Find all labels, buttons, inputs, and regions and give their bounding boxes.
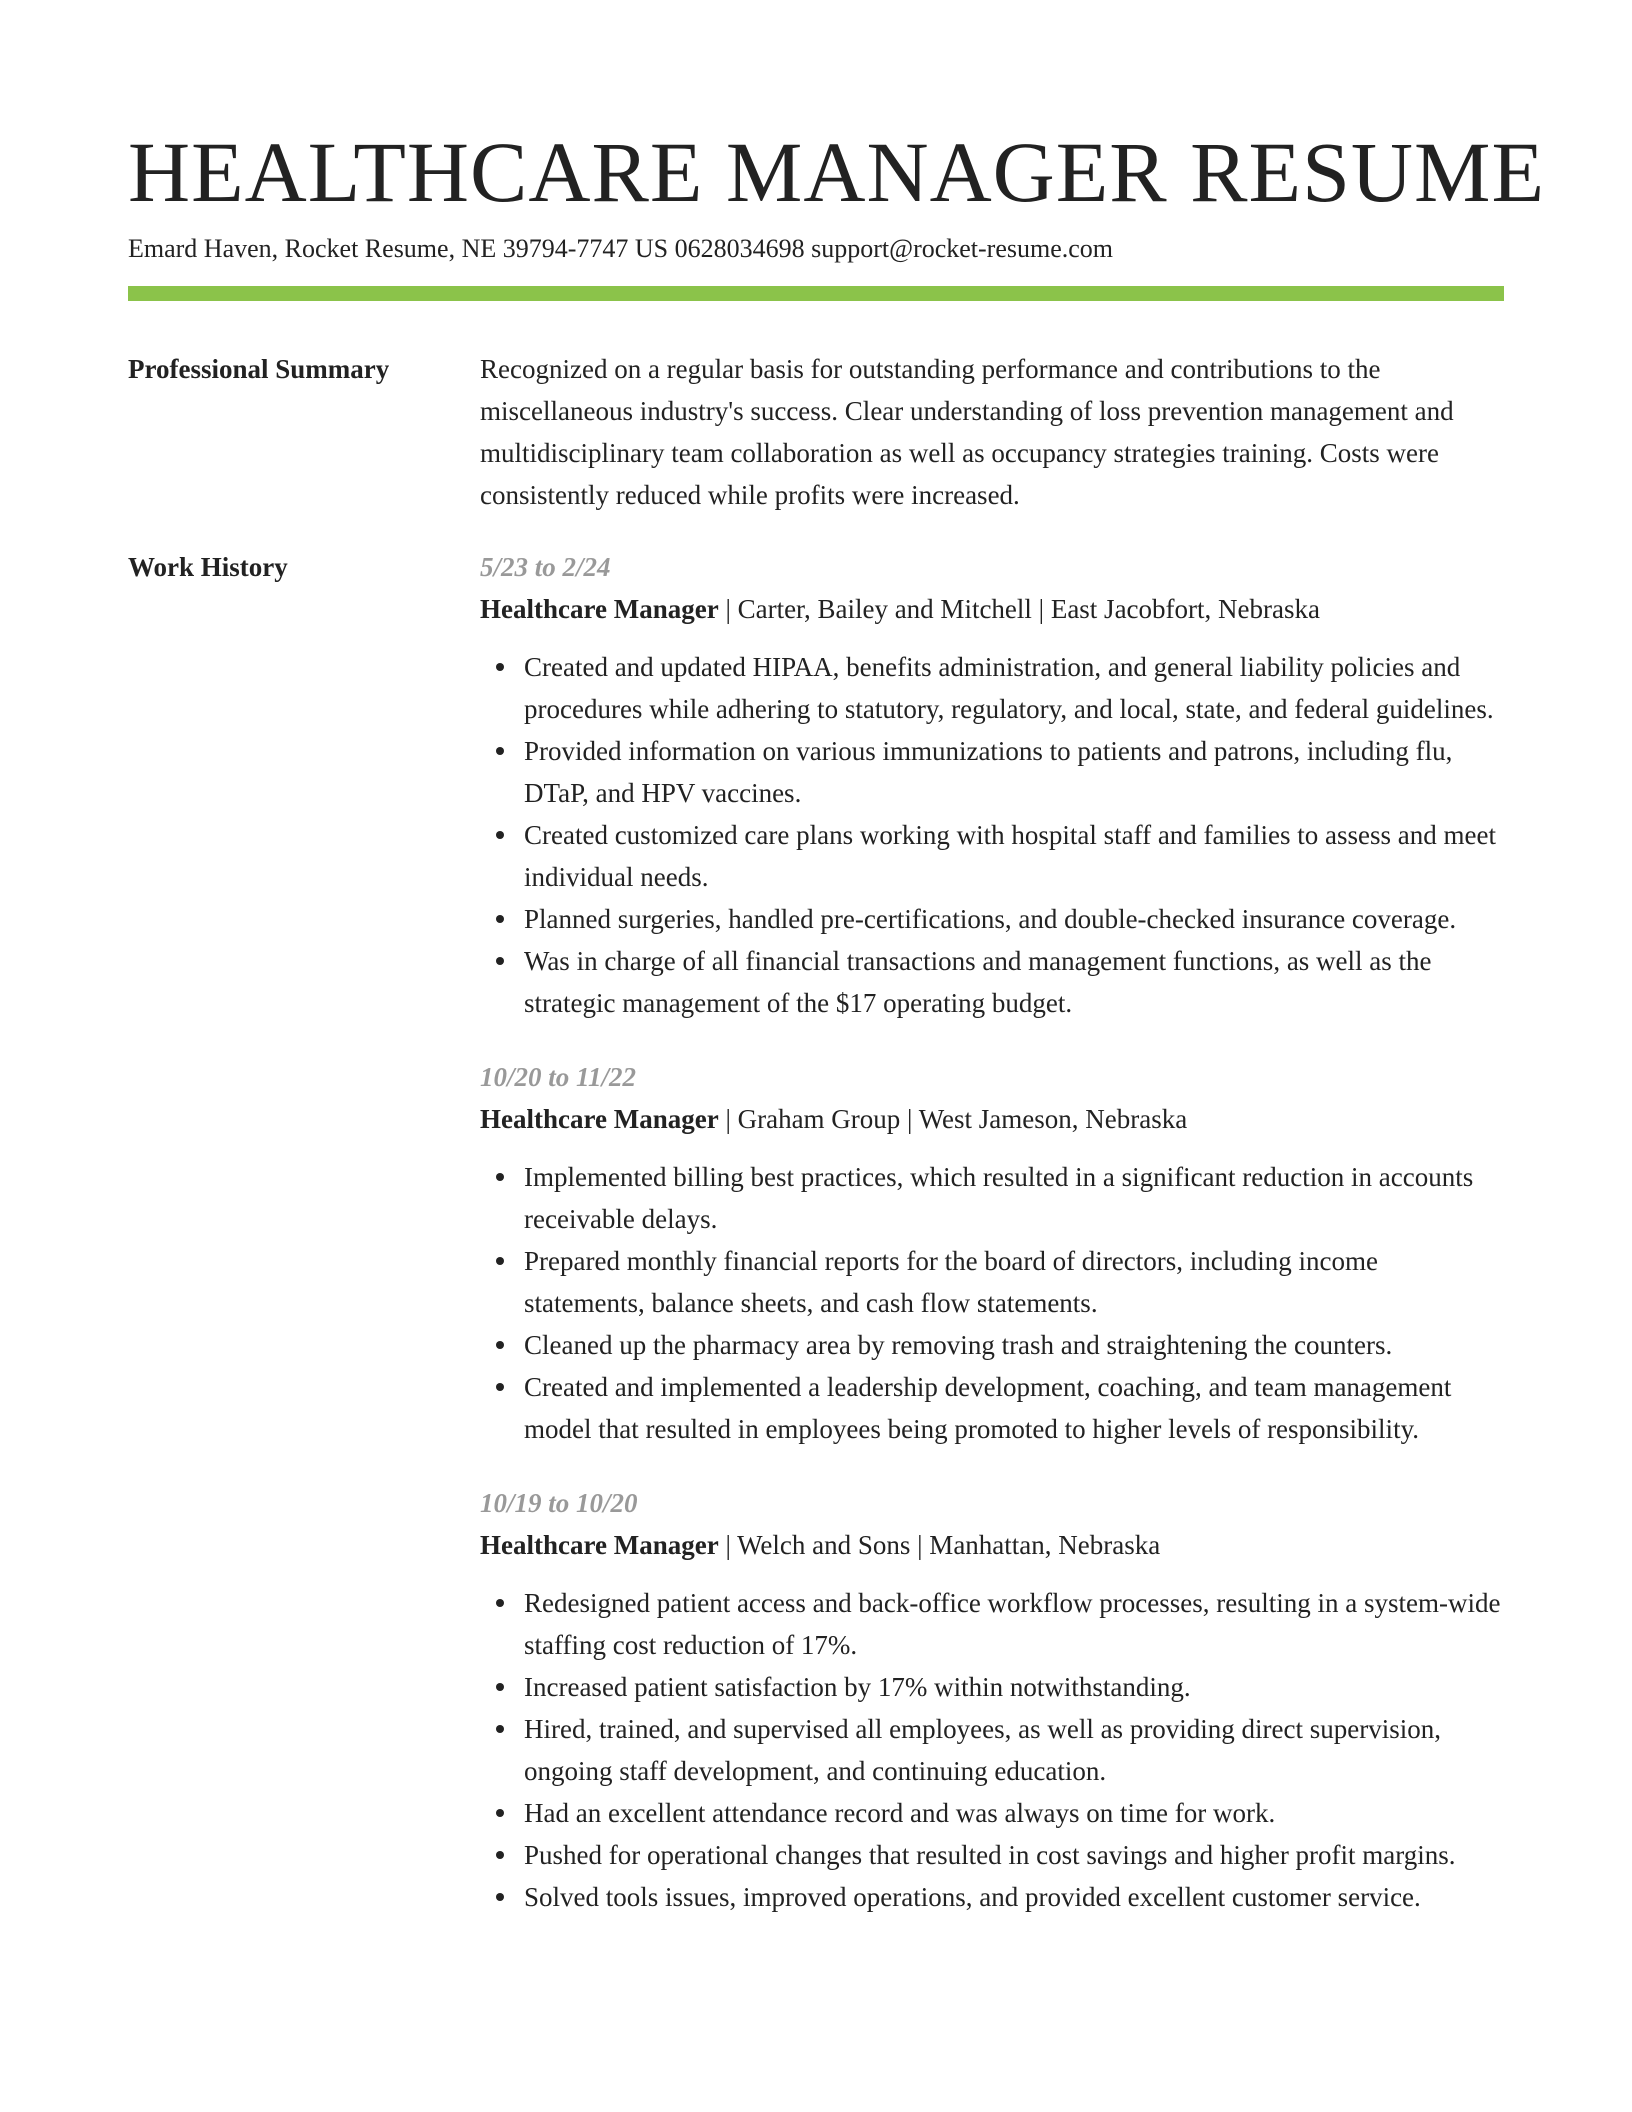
job-heading [480,1098,1504,1140]
section-label-work-history: Work History [128,552,288,582]
job-bullet: Solved tools issues, improved operations, and provided excellent customer service. [524,1876,1504,1918]
job-dates: 5/23 to 2/24 [480,552,611,582]
job-bullet: Increased patient satisfaction by 17% within notwithstanding. [524,1666,1504,1708]
job-bullet: Prepared monthly financial reports for the board of directors, including income statements, balance sheets, and cash flow statements. [524,1240,1504,1324]
job-entry [480,1482,1504,1918]
job-bullet: Hired, trained, and supervised all employees, as well as providing direct supervision, ongoing staff development, and continuing education. [524,1708,1504,1792]
job-bullet: Planned surgeries, handled pre-certifications, and double-checked insurance coverage. [524,898,1504,940]
contact-line: Emard Haven, Rocket Resume, NE 39794-7747 US 0628034698 support@rocket-resume.com [128,234,1114,263]
accent-divider [128,286,1504,301]
job-dates: 10/20 to 11/22 [480,1062,637,1092]
section-label-summary: Professional Summary [128,354,390,384]
job-bullet: Provided information on various immunizations to patients and patrons, including flu, DTaP, and HPV vaccines. [524,730,1504,814]
job-bullets [480,646,1504,1024]
job-title: Healthcare Manager [480,1104,719,1134]
job-bullet: Implemented billing best practices, which resulted in a significant reduction in accounts receivable delays. [524,1156,1504,1240]
job-bullet: Redesigned patient access and back-office workflow processes, resulting in a system-wide staffing cost reduction of 17%. [524,1582,1504,1666]
job-bullet: Cleaned up the pharmacy area by removing trash and straightening the counters. [524,1324,1504,1366]
job-employer-location: | Welch and Sons | Manhattan, Nebraska [718,1530,1161,1560]
resume-title: HEALTHCARE MANAGER RESUME [128,124,1545,220]
job-employer-location: | Graham Group | West Jameson, Nebraska [718,1104,1188,1134]
summary-body [480,348,1504,516]
job-employer-location: | Carter, Bailey and Mitchell | East Jacobfort, Nebraska [718,594,1320,624]
job-bullet: Had an excellent attendance record and was always on time for work. [524,1792,1504,1834]
job-bullet: Created and implemented a leadership development, coaching, and team management model that resulted in employees being promoted to higher levels of responsibility. [524,1366,1504,1450]
job-heading [480,588,1504,630]
work-history-body [480,546,1504,1950]
job-heading [480,1524,1504,1566]
job-bullets [480,1582,1504,1918]
job-entry [480,1056,1504,1450]
job-title: Healthcare Manager [480,1530,719,1560]
job-dates: 10/19 to 10/20 [480,1488,638,1518]
job-bullet: Was in charge of all financial transactions and management functions, as well as the strategic management of the $17 operating budget. [524,940,1504,1024]
job-bullet: Pushed for operational changes that resulted in cost savings and higher profit margins. [524,1834,1504,1876]
job-title: Healthcare Manager [480,594,719,624]
job-entry [480,546,1504,1024]
summary-text: Recognized on a regular basis for outstanding performance and contributions to the miscellaneous industry's success. Clear understanding of loss prevention management and multidisciplinary team collaboration as well as occupancy strategies training. Costs were consistently reduced while profits were increased. [480,354,1454,510]
job-bullets [480,1156,1504,1450]
job-bullet: Created customized care plans working with hospital staff and families to assess and meet individual needs. [524,814,1504,898]
job-bullet: Created and updated HIPAA, benefits administration, and general liability policies and procedures while adhering to statutory, regulatory, and local, state, and federal guidelines. [524,646,1504,730]
